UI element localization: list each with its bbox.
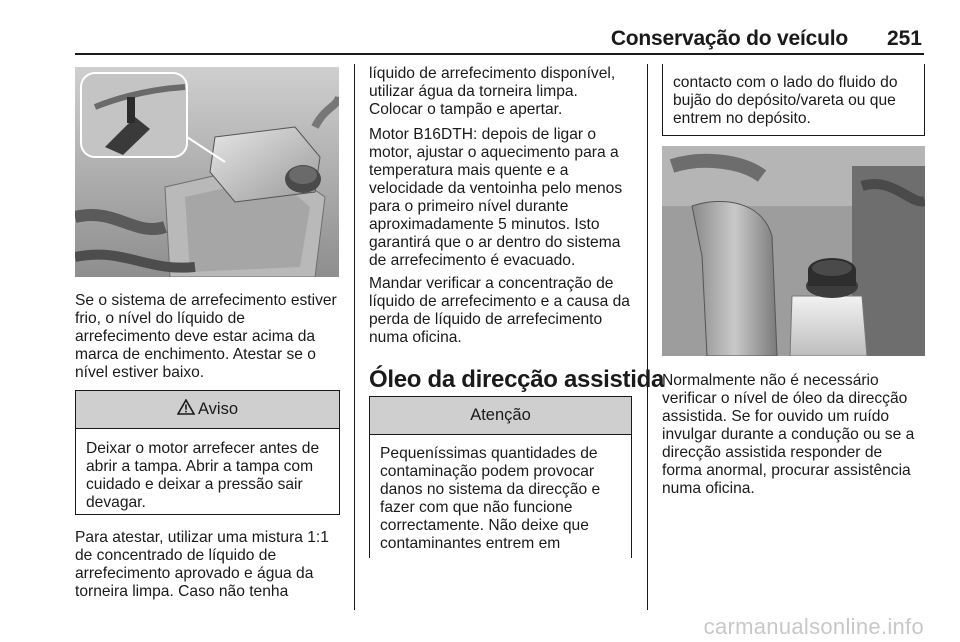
engine-b16dth-paragraph: Motor B16DTH: depois de ligar o motor, ajustar o aquecimento para a temperatura mais quente e a velocidade da ventoinha pelo menos para o primeiro nível durante aproximadamente 5 minutos. Isto garantirá que o ar dentro do sistema de arrefecimento é evacuado. xyxy=(369,126,623,269)
warning-box-header xyxy=(76,391,339,429)
warning-triangle-icon xyxy=(177,399,195,420)
header-rule xyxy=(75,53,924,55)
warning-title: Aviso xyxy=(197,400,239,418)
caution-box xyxy=(369,396,632,558)
caution-title: Atenção xyxy=(470,406,531,424)
column-divider-1 xyxy=(354,64,355,610)
coolant-level-paragraph: Se o sistema de arrefecimento estiver frio, o nível do líquido de arrefecimento deve estar acima da marca de enchimento. Atestar se o nível estiver baixo. xyxy=(75,292,337,381)
section-heading-power-steering: Óleo da direcção assistida xyxy=(369,366,665,393)
header-title: Conservação do veículo xyxy=(610,27,848,50)
concentration-paragraph: Mandar verificar a concentração de líquido de arrefecimento e a causa da perda de líquido de arrefecimento numa oficina. xyxy=(369,275,630,346)
caution-text: Pequeníssimas quantidades de contaminação podem provocar danos no sistema da direcção e fazer com que não funcione correctamente. Não deixe que contaminantes entrem em xyxy=(380,445,601,552)
page-number: 251 xyxy=(886,27,922,50)
refill-continued-paragraph: líquido de arrefecimento disponível, utilizar água da torneira limpa. Colocar o tampão e apertar. xyxy=(369,65,616,118)
watermark: carmanualsonline.info xyxy=(703,614,924,639)
caution-box-continued xyxy=(662,64,925,136)
power-steering-paragraph: Normalmente não é necessário verificar o nível de óleo da direcção assistida. Se for ouvido um ruído invulgar durante a condução ou se a direcção assistida responder de forma anormal, procurar assistência numa oficina. xyxy=(662,372,915,497)
caution-box-header xyxy=(370,397,631,435)
coolant-reservoir-photo xyxy=(75,67,339,277)
caution-continued-text: contacto com o lado do fluido do bujão do depósito/vareta ou que entrem no depósito. xyxy=(673,74,898,127)
warning-text: Deixar o motor arrefecer antes de abrir a tampa. Abrir a tampa com cuidado e deixar a pressão sair devagar. xyxy=(86,440,320,511)
column-divider-2 xyxy=(647,64,648,610)
power-steering-reservoir-photo xyxy=(662,146,925,356)
refill-paragraph: Para atestar, utilizar uma mistura 1:1 de concentrado de líquido de arrefecimento aprovado e água da torneira limpa. Caso não tenha xyxy=(75,529,329,600)
page-header xyxy=(0,27,960,53)
warning-box xyxy=(75,390,340,515)
